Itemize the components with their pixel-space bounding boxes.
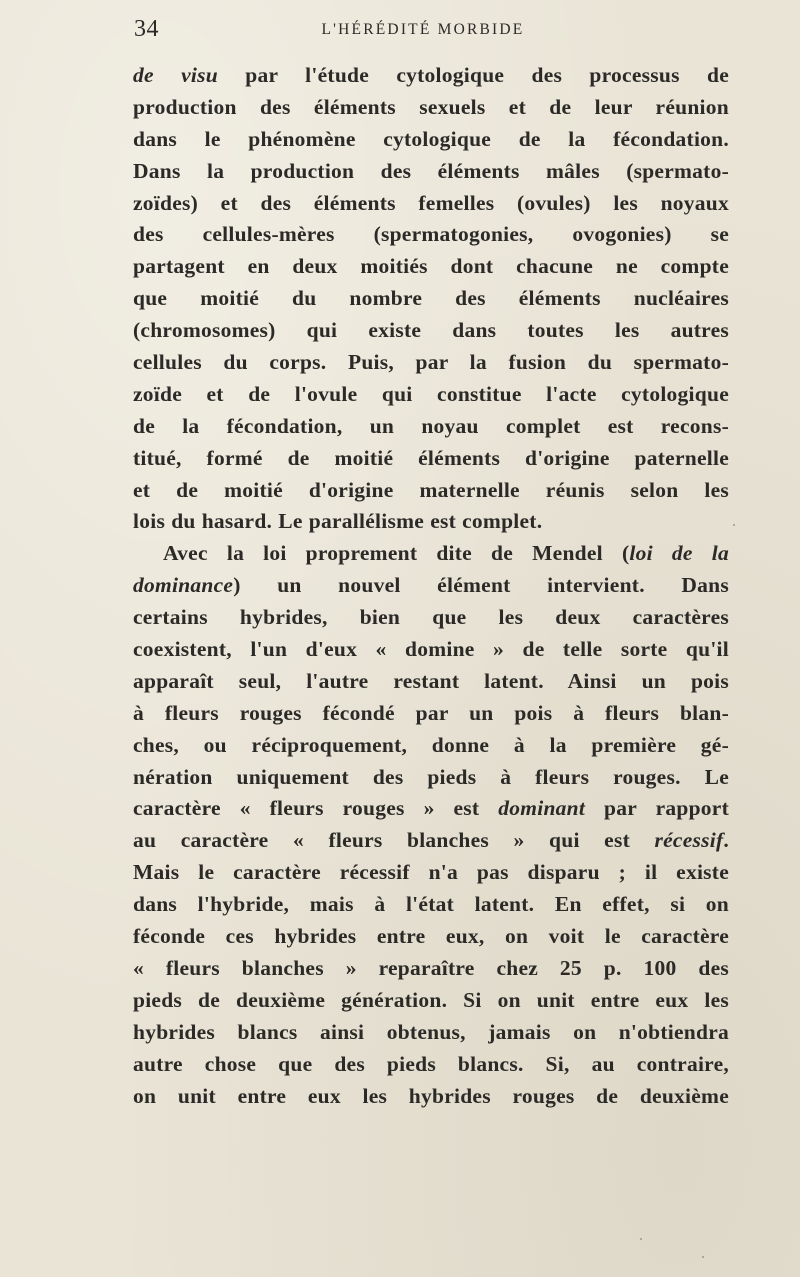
text-segment: . <box>723 828 729 853</box>
text-segment: lois du hasard. Le parallélisme est complet. <box>133 509 543 534</box>
italic-text: récessif <box>654 828 724 853</box>
text-segment: par l'étude cytologique des processus de <box>217 63 729 87</box>
text-line <box>133 347 729 379</box>
text-segment: « fleurs blanches » reparaître chez 25 p. 100 des <box>133 955 729 980</box>
running-head: L'HÉRÉDITÉ MORBIDE <box>321 21 525 38</box>
text-segment: des cellules-mères (spermatogonies, ovogonies) se <box>133 222 729 247</box>
text-segment: dans l'hybride, mais à l'état latent. En effet, si on <box>133 892 729 917</box>
text-line <box>133 219 729 251</box>
text-line <box>133 156 729 188</box>
text-line <box>133 506 729 538</box>
text-line <box>133 698 729 730</box>
text-segment: hybrides blancs ainsi obtenus, jamais on n'obtiendra <box>133 1019 729 1044</box>
text-line <box>133 602 729 634</box>
text-line <box>133 411 729 443</box>
paper-speck <box>733 524 735 526</box>
text-segment: caractère « fleurs rouges » est <box>133 796 499 821</box>
text-line <box>133 570 729 602</box>
text-segment: dans le phénomène cytologique de la fécondation. <box>133 126 729 151</box>
text-line <box>133 634 729 666</box>
text-segment: que moitié du nombre des éléments nucléaires <box>133 286 729 311</box>
text-line <box>133 953 729 985</box>
page-number: 34 <box>134 16 159 42</box>
text-line <box>133 379 729 411</box>
text-segment: production des éléments sexuels et de leur réunion <box>133 94 729 119</box>
text-segment: ches, ou réciproquement, donne à la première gé- <box>133 732 729 757</box>
text-line <box>133 730 729 762</box>
text-segment: féconde ces hybrides entre eux, on voit le caractère <box>133 924 729 949</box>
text-line <box>133 188 729 220</box>
text-segment: certains hybrides, bien que les deux caractères <box>133 605 729 630</box>
text-line <box>133 793 729 825</box>
text-segment: zoïde et de l'ovule qui constitue l'acte cytologique <box>133 381 729 406</box>
page-header <box>118 14 728 44</box>
text-line <box>133 857 729 889</box>
text-segment: apparaît seul, l'autre restant latent. Ainsi un pois <box>133 668 729 693</box>
text-line <box>133 762 729 794</box>
text-segment: de la fécondation, un noyau complet est recons- <box>133 413 729 438</box>
text-line <box>133 251 729 283</box>
text-line <box>133 60 729 92</box>
text-line <box>133 315 729 347</box>
text-segment: on unit entre eux les hybrides rouges de deuxième <box>133 1083 729 1108</box>
text-line <box>133 921 729 953</box>
text-segment: et de moitié d'origine maternelle réunis selon les <box>133 477 729 502</box>
text-line <box>133 538 729 570</box>
text-segment: (chromosomes) qui existe dans toutes les autres <box>133 318 729 343</box>
italic-text: loi de la <box>629 541 729 566</box>
text-line <box>133 1017 729 1049</box>
paper-speck <box>640 1238 642 1240</box>
text-segment: Mais le caractère récessif n'a pas disparu ; il existe <box>133 860 729 885</box>
text-segment: à fleurs rouges fécondé par un pois à fleurs blan- <box>133 700 729 725</box>
text-line <box>133 475 729 507</box>
text-line <box>133 666 729 698</box>
text-segment: ) un nouvel élément intervient. Dans <box>233 573 729 598</box>
italic-text: de visu <box>133 63 218 87</box>
text-segment: titué, formé de moitié éléments d'origine paternelle <box>133 445 729 470</box>
text-line <box>133 283 729 315</box>
text-segment: pieds de deuxième génération. Si on unit entre eux les <box>133 987 729 1012</box>
italic-text: dominant <box>498 796 586 821</box>
text-segment: cellules du corps. Puis, par la fusion du spermato- <box>133 350 729 375</box>
italic-text: dominance <box>133 573 234 598</box>
text-segment: Dans la production des éléments mâles (spermato- <box>133 158 729 183</box>
text-line <box>133 1049 729 1081</box>
text-line <box>133 889 729 921</box>
text-line <box>133 443 729 475</box>
text-segment: coexistent, l'un d'eux « domine » de telle sorte qu'il <box>133 637 729 662</box>
text-line <box>133 985 729 1017</box>
text-segment: autre chose que des pieds blancs. Si, au contraire, <box>133 1051 729 1076</box>
text-line <box>133 1081 729 1113</box>
text-line <box>133 825 729 857</box>
text-segment: au caractère « fleurs blanches » qui est <box>133 828 655 853</box>
text-segment: Avec la loi proprement dite de Mendel ( <box>163 541 630 566</box>
body-text <box>133 60 729 1112</box>
text-line <box>133 124 729 156</box>
text-segment: zoïdes) et des éléments femelles (ovules) les noyaux <box>133 190 729 215</box>
text-line <box>133 92 729 124</box>
text-segment: partagent en deux moitiés dont chacune ne compte <box>133 254 729 279</box>
paper-speck <box>702 1256 704 1258</box>
text-segment: nération uniquement des pieds à fleurs rouges. Le <box>133 764 729 789</box>
text-segment: par rapport <box>585 796 729 821</box>
